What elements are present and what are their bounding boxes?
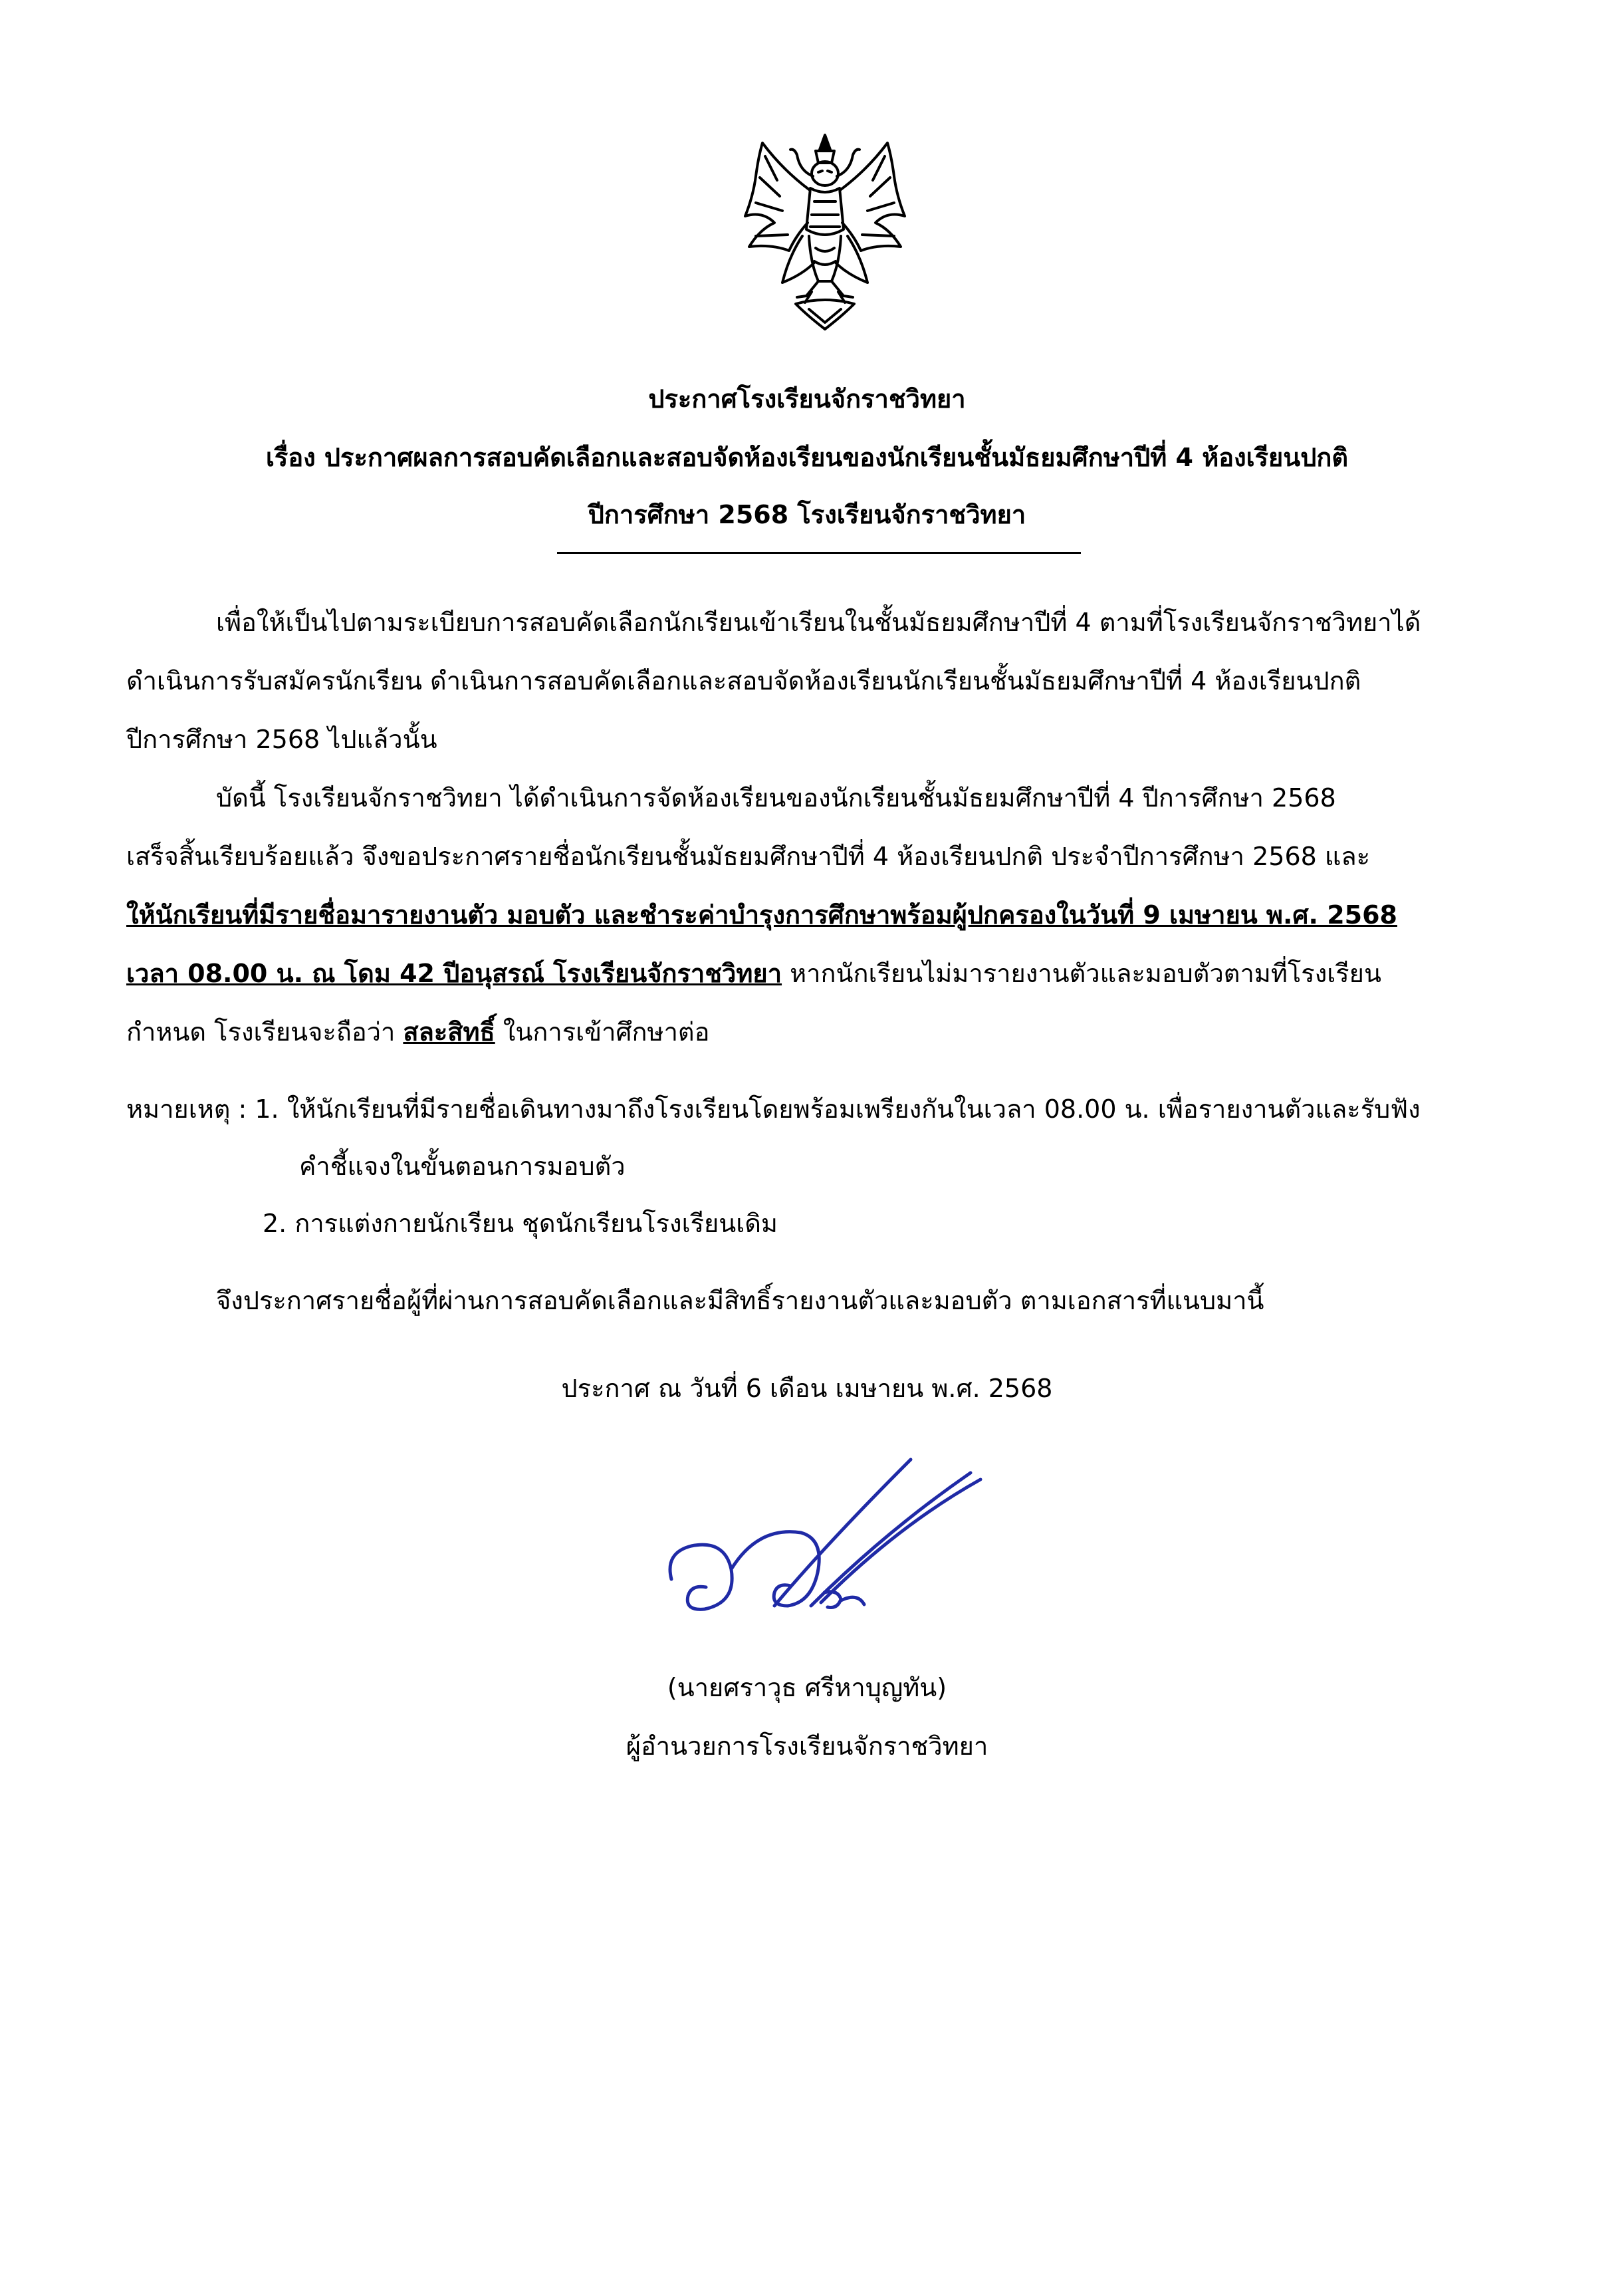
announcement-year-line: ปีการศึกษา 2568 โรงเรียนจักราชวิทยา <box>588 500 1026 529</box>
paragraph-2-line-5-post: ในการเข้าศึกษาต่อ <box>495 1017 710 1047</box>
forfeit-right-emphasis: สละสิทธิ์ <box>403 1017 495 1047</box>
note-1-line-1: หมายเหตุ : 1. ให้นักเรียนที่มีรายชื่อเดินทางมาถึงโรงเรียนโดยพร้อมเพรียงกันในเวลา 08.00 น. เพื่อรายงานตัวและรับฟัง <box>126 1094 1421 1124</box>
reporting-instruction-emphasis: ให้นักเรียนที่มีรายชื่อมารายงานตัว มอบตัว และชำระค่าบำรุงการศึกษาพร้อมผู้ปกครองในวันที่ 9 เมษายน พ.ศ. 2568 <box>126 900 1397 930</box>
header-divider <box>557 552 1081 554</box>
note-1-line-2: คำชี้แจงในขั้นตอนการมอบตัว <box>299 1152 626 1181</box>
director-signature <box>658 1453 1070 1692</box>
paragraph-2-line-4 <box>126 955 1522 992</box>
paragraph-2-line-4-rest: หากนักเรียนไม่มารายงานตัวและมอบตัวตามที่โรงเรียน <box>782 959 1381 988</box>
paragraph-2-line-3 <box>126 896 1522 934</box>
announcement-title: ประกาศโรงเรียนจักราชวิทยา <box>648 384 966 414</box>
closing-statement: จึงประกาศรายชื่อผู้ที่ผ่านการสอบคัดเลือกและมีสิทธิ์รายงานตัวและมอบตัว ตามเอกสารที่แนบมานี้ <box>216 1286 1264 1315</box>
note-2: 2. การแต่งกายนักเรียน ชุดนักเรียนโรงเรียนเดิม <box>263 1209 778 1238</box>
paragraph-2-line-5-pre: กำหนด โรงเรียนจะถือว่า <box>126 1017 404 1047</box>
paragraph-1-line-3: ปีการศึกษา 2568 ไปแล้วนั้น <box>126 725 437 754</box>
paragraph-2-line-5 <box>126 1013 1522 1051</box>
signatory-position: ผู้อำนวยการโรงเรียนจักราชวิทยา <box>626 1731 988 1761</box>
garuda-emblem-icon <box>736 130 914 332</box>
announcement-subject: เรื่อง ประกาศผลการสอบคัดเลือกและสอบจัดห้องเรียนของนักเรียนชั้นมัธยมศึกษาปีที่ 4 ห้องเรียนปกติ <box>265 443 1349 472</box>
paragraph-2-line-2: เสร็จสิ้นเรียบร้อยแล้ว จึงขอประกาศรายชื่อนักเรียนชั้นมัธยมศึกษาปีที่ 4 ห้องเรียนปกติ ประจำปีการศึกษา 2568 และ <box>126 842 1371 871</box>
announcement-date: ประกาศ ณ วันที่ 6 เดือน เมษายน พ.ศ. 2568 <box>561 1374 1053 1403</box>
paragraph-1-line-1: เพื่อให้เป็นไปตามระเบียบการสอบคัดเลือกนักเรียนเข้าเรียนในชั้นมัธยมศึกษาปีที่ 4 ตามที่โรงเรียนจักราชวิทยาได้ <box>216 608 1421 637</box>
paragraph-2-line-1: บัดนี้ โรงเรียนจักราชวิทยา ได้ดำเนินการจัดห้องเรียนของนักเรียนชั้นมัธยมศึกษาปีที่ 4 ปีการศึกษา 2568 <box>216 783 1336 813</box>
paragraph-1-line-2: ดำเนินการรับสมัครนักเรียน ดำเนินการสอบคัดเลือกและสอบจัดห้องเรียนนักเรียนชั้นมัธยมศึกษาปีที่ 4 ห้องเรียนปกติ <box>126 666 1361 696</box>
reporting-time-place-emphasis: เวลา 08.00 น. ณ โดม 42 ปีอนุสรณ์ โรงเรียนจักราชวิทยา <box>126 959 782 988</box>
signatory-name: (นายศราวุธ ศรีหาบุญทัน) <box>667 1673 947 1702</box>
